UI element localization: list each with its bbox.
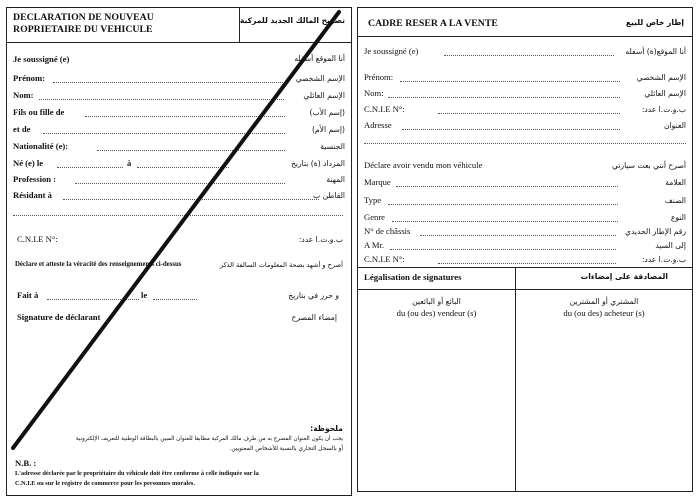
r-prenom-label: Prénom: <box>364 72 394 82</box>
prenom-ar: الإسم الشخصي <box>295 74 345 83</box>
legal-title: Légalisation de signatures <box>364 272 462 282</box>
nb-line2: C.N.I.E ou sur le registre de commerce pour les personnes morales. <box>15 480 195 487</box>
new-owner-declaration-form <box>6 7 352 496</box>
et-de-ar: (إسم الأم) <box>311 125 345 134</box>
left-title-line2: ROPRIETAIRE DU VEHICULE <box>13 24 153 35</box>
ne-ar: المزداد (ة) بتاريخ <box>290 159 345 168</box>
profession-label: Profession : <box>13 174 57 184</box>
ne-a-label: à <box>127 158 132 168</box>
r-amr-ar: إلى السيد <box>655 241 686 250</box>
nom-ar: الإسم العائلي <box>303 91 345 100</box>
note-ar-line1: يجب أن يكون العنوان المصرح به من طرف مالك المركبة مطابقا للعنوان المبين بالبطاقة الوطنية للتعريف الإلكترونية <box>75 436 343 442</box>
r-cnie-ar: ب.و.ت.ا عدد: <box>641 105 686 114</box>
r-vendu-label: Déclare avoir vendu mon véhicule <box>364 160 483 170</box>
cnie-label: C.N.I.E N°: <box>17 234 58 244</box>
r-cnie2-field[interactable] <box>438 263 616 264</box>
cancellation-strike-line <box>7 8 353 497</box>
prenom-label: Prénom: <box>13 73 45 83</box>
r-cnie2-label: C.N.I.E N°: <box>364 254 405 264</box>
left-title-line1: DECLARATION DE NOUVEAU <box>13 12 154 23</box>
r-marque-field[interactable] <box>396 186 618 187</box>
right-title-ar: إطار خاص للبيع <box>625 18 684 27</box>
r-chassis-field[interactable] <box>420 235 616 236</box>
declare-ar: أصرح و أشهد بصحة المعلومات السالفة الذكر <box>219 261 343 269</box>
vendeur-label: du (ou des) vendeur (s) <box>396 308 477 318</box>
legal-header-line <box>358 289 692 290</box>
r-amr-field[interactable] <box>390 249 616 250</box>
fait-a-label: Fait à <box>17 290 39 300</box>
r-nom-field[interactable] <box>388 97 620 98</box>
soussigne-label: Je soussigné (e) <box>13 54 70 64</box>
r-genre-ar: النوع <box>670 213 686 222</box>
resident-label: Résidant à <box>13 190 52 200</box>
r-adresse-field-line2[interactable] <box>364 143 686 144</box>
right-title-separator <box>358 36 692 37</box>
note-ar-title: ملحوظة: <box>310 424 343 433</box>
acheteur-label: du (ou des) acheteur (s) <box>563 308 645 318</box>
r-adresse-label: Adresse <box>364 120 392 130</box>
nb-line1: L'adresse déclarée par le propriétaire du véhicule doit être conforme à celle indiquée sur la <box>15 470 259 477</box>
r-soussigne-label: Je soussigné (e) <box>364 46 419 56</box>
r-nom-label: Nom: <box>364 88 384 98</box>
r-soussigne-field[interactable] <box>444 55 614 56</box>
profession-ar: المهنة <box>326 175 345 184</box>
legal-title-ar: المصادقة على إمضاءات <box>580 272 668 281</box>
r-marque-label: Marque <box>364 177 391 187</box>
r-marque-ar: العلامة <box>665 178 686 187</box>
soussigne-ar: أنا الموقع أسفله <box>294 54 345 63</box>
nb-title: N.B. : <box>15 458 37 468</box>
r-chassis-ar: رقم الإطار الحديدي <box>625 227 686 236</box>
resident-ar: القاطن ب <box>313 191 345 200</box>
declare-label: Déclare et atteste la véracité des renseignements ci-dessus <box>15 261 182 268</box>
r-type-ar: الصنف <box>664 196 686 205</box>
r-type-field[interactable] <box>388 204 618 205</box>
fils-label: Fils ou fille de <box>13 107 65 117</box>
nationalite-label: Nationalité (e): <box>13 141 69 151</box>
et-de-label: et de <box>13 124 31 134</box>
vendeur-ar: البائع أو البائعين <box>412 297 461 306</box>
r-cnie2-ar: ب.و.ت.ا عدد: <box>641 255 686 264</box>
r-prenom-ar: الإسم الشخصي <box>636 73 686 82</box>
fait-le-label: le <box>141 290 148 300</box>
r-adresse-field[interactable] <box>402 129 620 130</box>
fait-ar: و حرر في بتاريخ <box>288 291 339 300</box>
r-type-label: Type <box>364 195 382 205</box>
signature-label: Signature de déclarant <box>17 312 101 322</box>
r-amr-label: A Mr. <box>364 240 385 250</box>
nom-label: Nom: <box>13 90 34 100</box>
r-vendu-ar: أصرح أنني بعت سيارتي <box>611 161 686 170</box>
signature-ar: إمضاء المصرح <box>291 313 337 322</box>
note-ar-line2: أو بالسجل التجاري بالنسبة للأشخاص المعنويين. <box>229 446 343 452</box>
r-genre-label: Genre <box>364 212 385 222</box>
right-title: CADRE RESER A LA VENTE <box>368 18 498 29</box>
r-nom-ar: الإسم العائلي <box>644 89 686 98</box>
r-genre-field[interactable] <box>392 221 618 222</box>
r-chassis-label: N° de châssis <box>364 226 411 236</box>
r-adresse-ar: العنوان <box>664 121 686 130</box>
fils-ar: (إسم الأب) <box>309 108 345 117</box>
r-cnie-label: C.N.I.E N°: <box>364 104 405 114</box>
sale-frame-form <box>357 7 693 492</box>
r-soussigne-ar: أنا الموقع(ة) أسفله <box>625 47 686 56</box>
legal-top-line <box>358 267 692 268</box>
r-prenom-field[interactable] <box>400 81 620 82</box>
r-cnie-field[interactable] <box>438 113 620 114</box>
nationalite-ar: الجنسية <box>320 142 345 151</box>
ne-le-label: Né (e) le <box>13 158 44 168</box>
left-title-ar: تصريح المالك الجديد للمركبة <box>239 16 345 25</box>
cnie-ar: ب.و.ت.ا عدد: <box>298 235 343 244</box>
acheteur-ar: المشتري أو المشترين <box>569 297 639 306</box>
